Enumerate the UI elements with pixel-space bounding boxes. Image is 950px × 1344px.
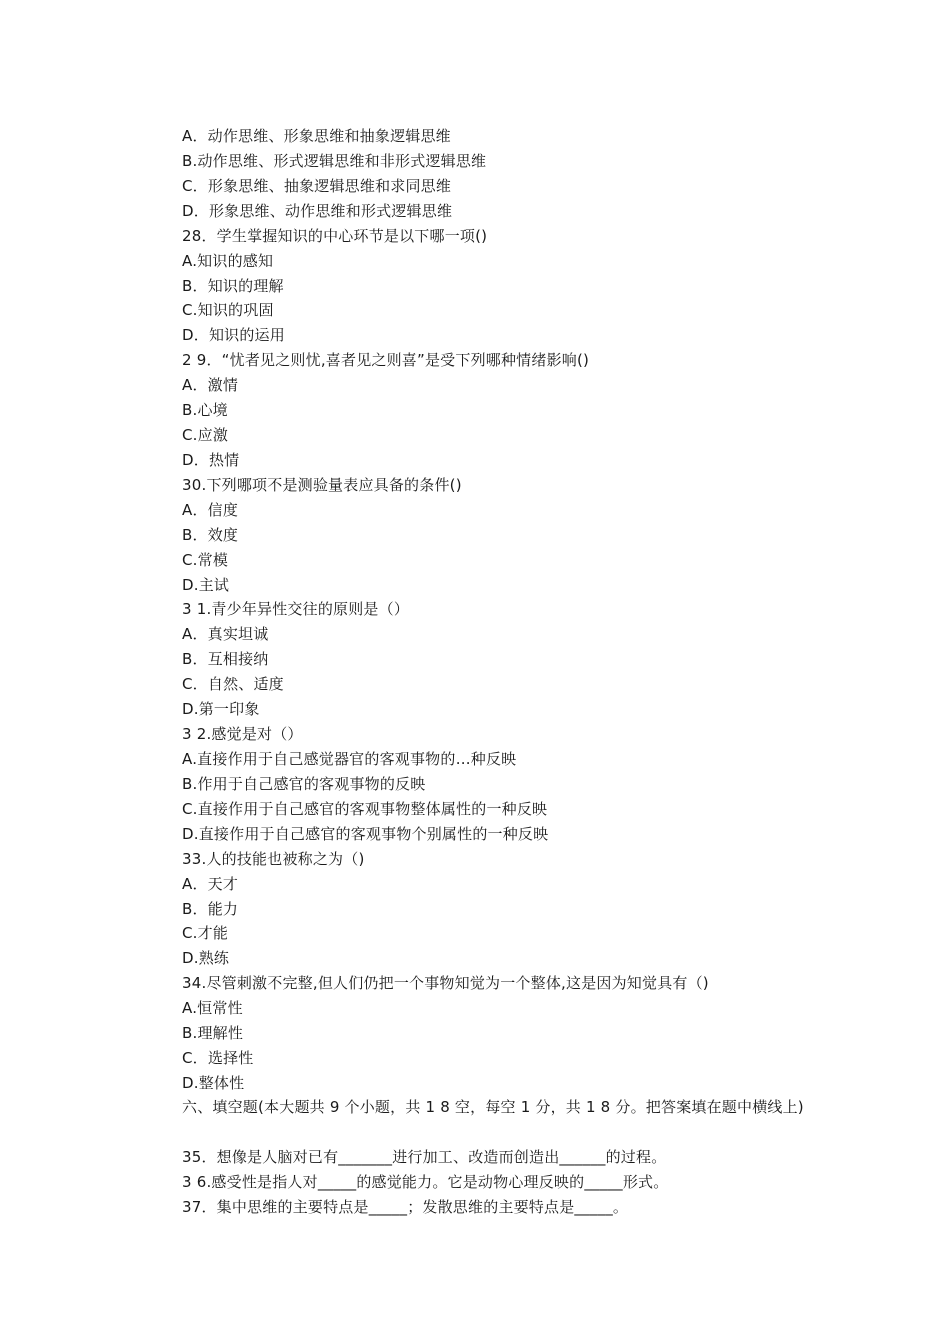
- text-line: A．真实坦诚: [182, 625, 269, 644]
- text-line: B.动作思维、形式逻辑思维和非形式逻辑思维: [182, 151, 487, 170]
- text-line: A．动作思维、形象思维和抽象逻辑思维: [182, 127, 451, 145]
- text-line: B.理解性: [182, 1024, 244, 1043]
- text-line: A.直接作用于自己感觉器官的客观事物的…种反映: [182, 750, 517, 768]
- text-line: D．知识的运用: [182, 326, 285, 345]
- text-line: 33.人的技能也被称之为（): [182, 849, 365, 868]
- text-line: C.直接作用于自己感官的客观事物整体属性的一种反映: [182, 799, 548, 818]
- text-line: 30.下列哪项不是测验量表应具备的条件(): [182, 475, 462, 494]
- text-line: D.第一印象: [182, 700, 260, 719]
- text-line: A．信度: [182, 500, 239, 519]
- text-line: D．形象思维、动作思维和形式逻辑思维: [182, 201, 453, 220]
- text-line: B.作用于自己感官的客观事物的反映: [182, 774, 426, 793]
- fill-in-question: 3 6.感受性是指人对_____的感觉能力。它是动物心理反映的_____形式。: [182, 1172, 669, 1191]
- section-heading-fill-in: 六、填空题(本大题共 9 个小题，共 1 8 空，每空 1 分，共 1 8 分。把答案填在题中横线上): [182, 1098, 804, 1116]
- text-line: B．互相接纳: [182, 650, 269, 669]
- text-line: 28．学生掌握知识的中心环节是以下哪一项(): [182, 226, 488, 245]
- text-line: A.知识的感知: [182, 251, 274, 270]
- text-line: B．效度: [182, 525, 239, 544]
- text-line: C.才能: [182, 924, 229, 943]
- text-line: D.主试: [182, 575, 230, 594]
- text-line: A．激情: [182, 376, 239, 395]
- text-line: C．自然、适度: [182, 675, 284, 694]
- text-line: 3 2.感觉是对（）: [182, 725, 303, 744]
- text-line: D.整体性: [182, 1073, 245, 1092]
- text-line: A．天才: [182, 874, 239, 893]
- text-line: B．知识的理解: [182, 276, 284, 295]
- fill-in-question: 37．集中思维的主要特点是_____；发散思维的主要特点是_____。: [182, 1197, 629, 1216]
- text-line: A.恒常性: [182, 999, 243, 1018]
- text-line: D.熟练: [182, 949, 230, 968]
- text-line: 3 1.青少年异性交往的原则是（）: [182, 600, 410, 619]
- text-line: D.直接作用于自己感官的客观事物个别属性的一种反映: [182, 824, 549, 843]
- text-line: 2 9．“忧者见之则忧,喜者见之则喜”是受下列哪种情绪影响(): [182, 351, 590, 370]
- text-line: B.心境: [182, 401, 228, 420]
- text-line: C.常模: [182, 550, 229, 569]
- fill-in-question: 35．想像是人脑对已有_______进行加工、改造而创造出______的过程。: [182, 1148, 667, 1166]
- text-line: 34.尽管刺激不完整,但人们仍把一个事物知觉为一个整体,这是因为知觉具有（): [182, 974, 709, 993]
- text-line: B．能力: [182, 899, 239, 918]
- text-line: C．选择性: [182, 1049, 254, 1068]
- text-line: D．热情: [182, 450, 240, 469]
- text-line: C.知识的巩固: [182, 301, 274, 320]
- text-line: C．形象思维、抽象逻辑思维和求同思维: [182, 176, 452, 195]
- text-line: C.应激: [182, 426, 229, 445]
